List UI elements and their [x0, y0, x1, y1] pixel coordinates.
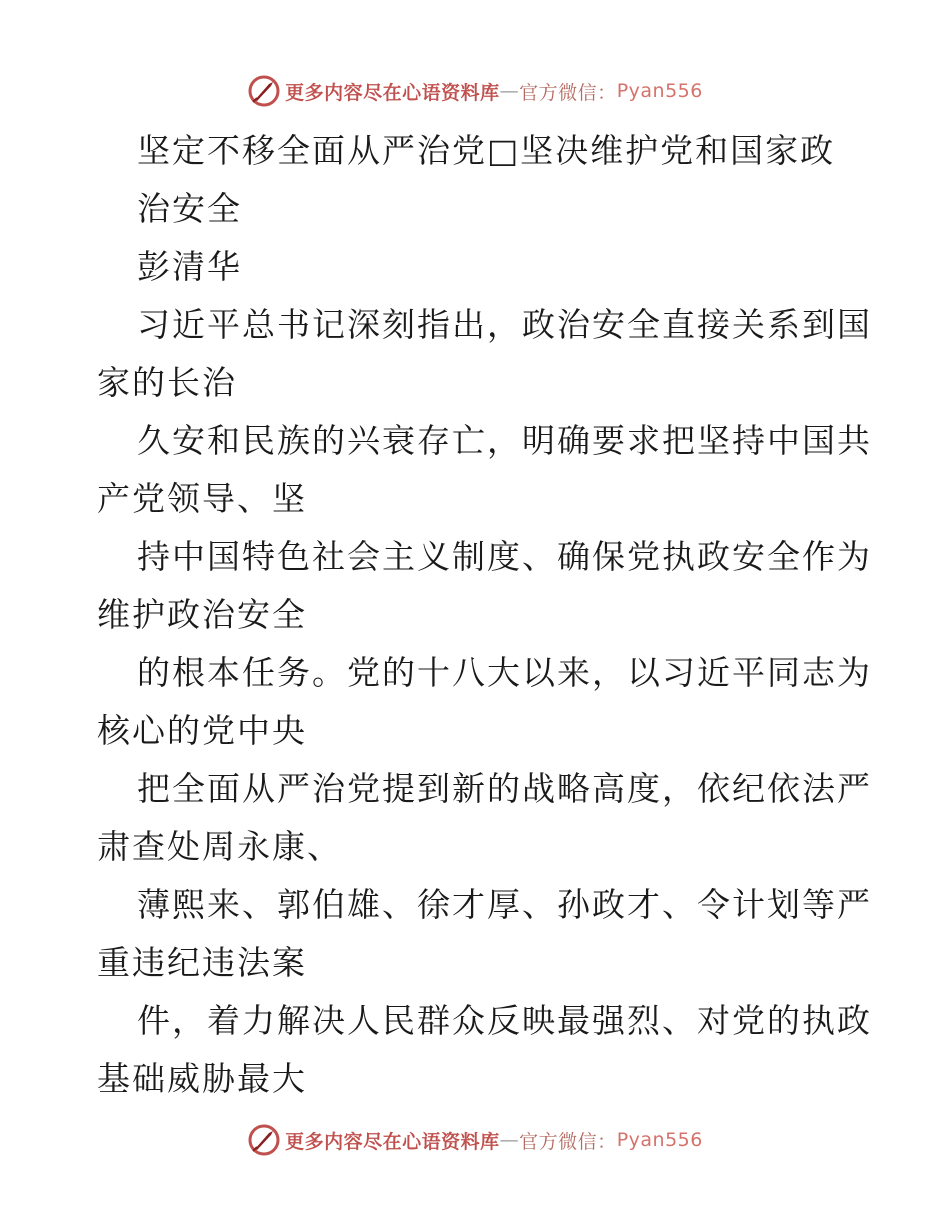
- banner-site-text: 更多内容尽在心语资料库: [285, 1130, 500, 1153]
- banner-wechat-label: 官方微信：: [519, 1130, 617, 1153]
- document-title-line-1: 坚定不移全面从严治党□坚决维护党和国家政: [137, 131, 836, 170]
- paragraph-line: 产党领导、坚: [97, 479, 307, 518]
- paragraph-line: 重违纪违法案: [97, 943, 307, 982]
- paragraph-line: 久安和民族的兴衰存亡，明确要求把坚持中国共: [137, 421, 872, 460]
- document-title-line-2: 治安全: [137, 189, 242, 228]
- banner-dash: —: [499, 1129, 520, 1151]
- document-author: 彭清华: [137, 247, 242, 286]
- quill-pen-icon: [247, 74, 281, 108]
- paragraph-line: 基础威胁最大: [97, 1059, 307, 1098]
- paragraph-line: 家的长治: [97, 363, 237, 402]
- paragraph-line: 持中国特色社会主义制度、确保党执政安全作为: [137, 537, 872, 576]
- banner-wechat-id: Pyan556: [616, 1129, 703, 1151]
- paragraph-line: 件，着力解决人民群众反映最强烈、对党的执政: [137, 1001, 872, 1040]
- paragraph-line: 薄熙来、郭伯雄、徐才厚、孙政才、令计划等严: [137, 885, 872, 924]
- paragraph-line: 把全面从严治党提到新的战略高度，依纪依法严: [137, 769, 872, 808]
- document-body: [97, 122, 872, 1108]
- footer-banner: [0, 1120, 950, 1160]
- banner-site-text: 更多内容尽在心语资料库: [285, 81, 500, 104]
- header-banner: [0, 71, 950, 111]
- banner-dash: —: [499, 80, 520, 102]
- paragraph-line: 核心的党中央: [97, 711, 307, 750]
- banner-wechat-id: Pyan556: [616, 80, 703, 102]
- paragraph-line: 的根本任务。党的十八大以来，以习近平同志为: [137, 653, 872, 692]
- quill-pen-icon: [247, 1123, 281, 1157]
- banner-wechat-label: 官方微信：: [519, 81, 617, 104]
- paragraph-line: 维护政治安全: [97, 595, 307, 634]
- paragraph-line: 肃查处周永康、: [97, 827, 342, 866]
- paragraph-line: 习近平总书记深刻指出，政治安全直接关系到国: [137, 305, 872, 344]
